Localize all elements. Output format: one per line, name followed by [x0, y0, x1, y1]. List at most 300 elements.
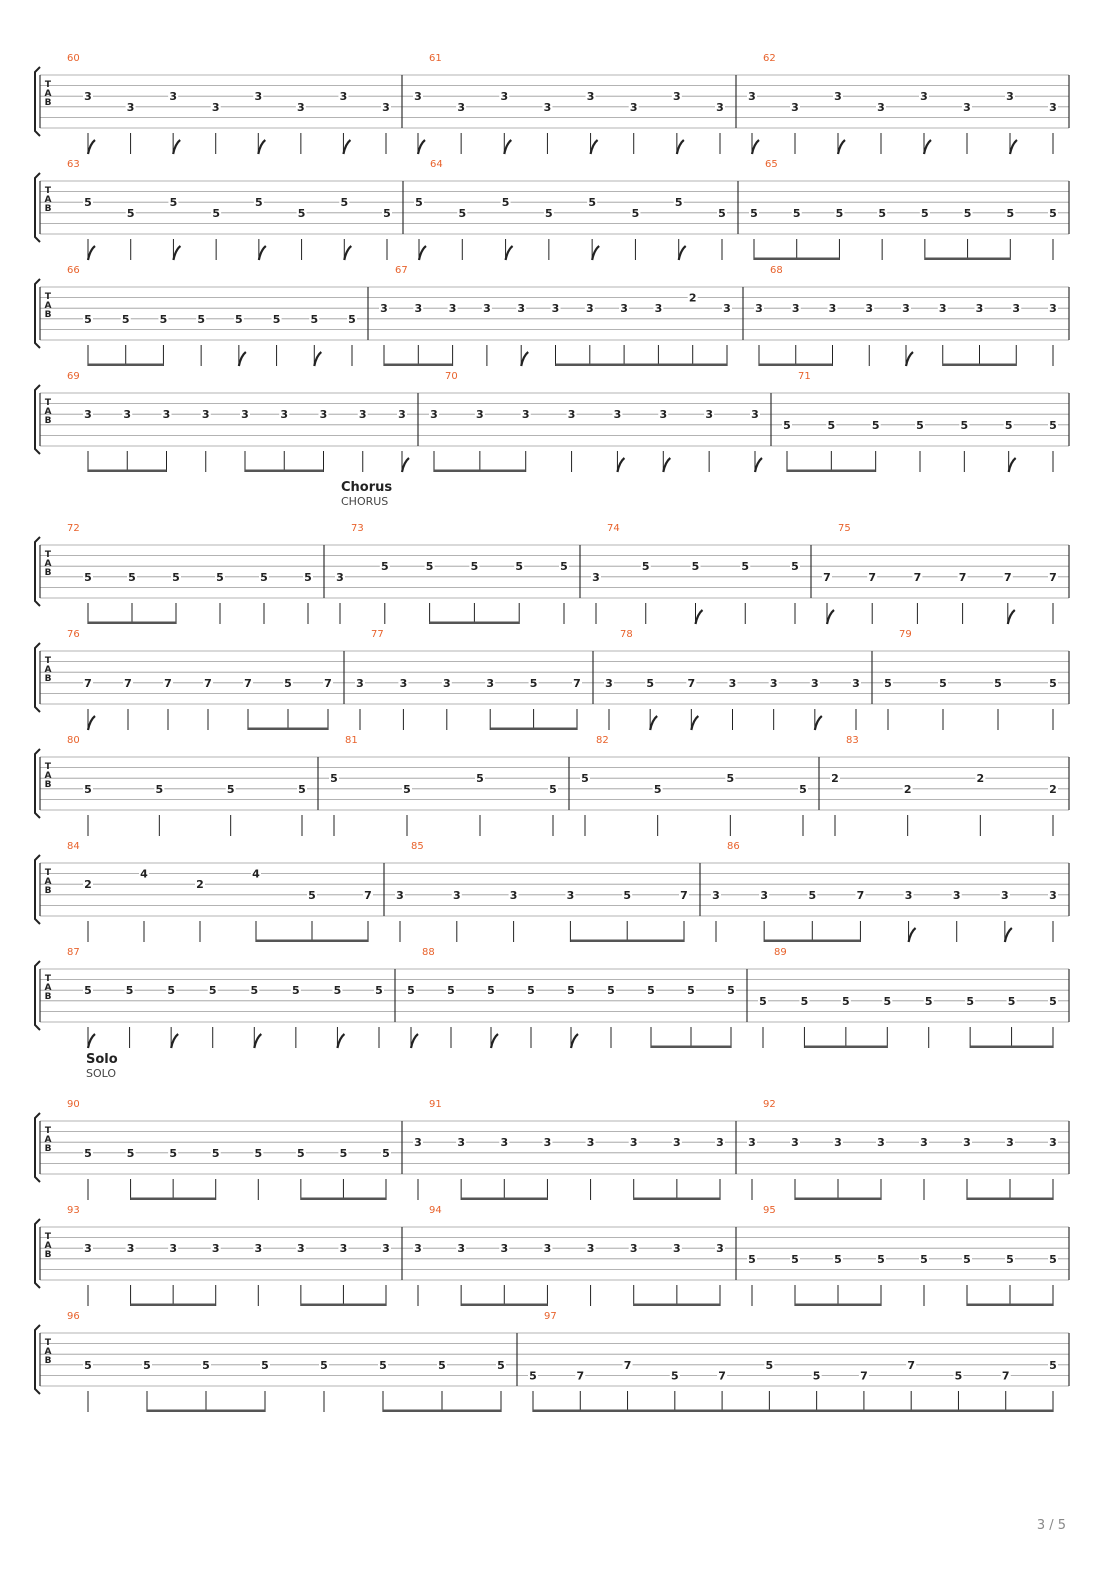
eighth-flag [88, 246, 95, 260]
section-title: Solo [86, 1052, 118, 1067]
fret-number: 3 [728, 676, 737, 690]
fret-number: 3 [457, 1242, 465, 1256]
fret-number: 5 [407, 984, 415, 998]
fret-number: 5 [877, 1252, 885, 1266]
measure-number: 86 [727, 841, 740, 852]
fret-number: 5 [382, 1146, 390, 1160]
fret-number: 3 [84, 408, 92, 422]
fret-number: 5 [339, 1146, 348, 1160]
fret-number: 7 [823, 570, 831, 584]
measure-number: 93 [67, 1205, 80, 1216]
fret-number: 5 [527, 984, 535, 998]
eighth-flag [337, 1034, 344, 1048]
fret-number: 3 [280, 408, 289, 422]
fret-number: 2 [831, 772, 839, 786]
measure-number: 82 [596, 735, 609, 746]
fret-number: 3 [586, 90, 595, 104]
fret-number: 5 [310, 312, 319, 326]
eighth-flag [755, 458, 762, 472]
tab-clef-letter: B [44, 992, 52, 1003]
fret-number: 3 [1001, 888, 1009, 902]
measure-number: 74 [607, 523, 620, 534]
fret-number: 3 [339, 90, 348, 104]
fret-number: 5 [835, 206, 844, 220]
fret-number: 3 [748, 1136, 756, 1150]
tab-clef-letter: A [44, 559, 52, 570]
eighth-flag [504, 140, 511, 154]
eighth-flag [1009, 458, 1016, 472]
tab-system [35, 841, 1069, 942]
fret-number: 3 [952, 888, 961, 902]
fret-number: 7 [164, 676, 172, 690]
beam [787, 470, 876, 473]
eighth-flag [314, 352, 321, 366]
fret-number: 5 [304, 570, 312, 584]
tab-clef-letter: A [44, 301, 52, 312]
eighth-flag [239, 352, 246, 366]
fret-number: 7 [324, 676, 332, 690]
eighth-flag [88, 716, 95, 730]
measure-number: 66 [67, 265, 80, 276]
fret-number: 5 [560, 560, 568, 574]
fret-number: 3 [716, 1242, 724, 1256]
fret-number: 5 [84, 312, 92, 326]
fret-number: 5 [954, 1369, 963, 1383]
fret-number: 3 [659, 408, 668, 422]
fret-number: 5 [916, 418, 924, 432]
beam [795, 1304, 881, 1307]
fret-number: 3 [904, 888, 913, 902]
fret-number: 3 [297, 100, 305, 114]
tab-clef-letter: T [44, 762, 52, 773]
fret-number: 5 [330, 772, 338, 786]
tab-clef-letter: B [44, 204, 52, 215]
fret-number: 5 [155, 782, 164, 796]
fret-number: 7 [913, 570, 922, 584]
system-bracket [35, 1113, 40, 1182]
fret-number: 7 [687, 676, 696, 690]
fret-number: 5 [169, 196, 178, 210]
fret-number: 2 [903, 782, 912, 796]
fret-number: 5 [121, 312, 130, 326]
fret-number: 3 [430, 408, 438, 422]
tab-clef-letter: A [44, 195, 52, 206]
fret-number: 5 [827, 418, 836, 432]
fret-number: 7 [1001, 1369, 1010, 1383]
tab-clef-letter: A [44, 1241, 52, 1252]
fret-number: 5 [878, 206, 886, 220]
beam [147, 1410, 265, 1413]
tab-clef-letter: B [44, 780, 52, 791]
tab-clef-letter: B [44, 674, 52, 685]
fret-number: 3 [629, 1136, 638, 1150]
fret-number: 3 [629, 1242, 638, 1256]
eighth-flag [591, 140, 598, 154]
fret-number: 5 [1049, 206, 1057, 220]
system-bracket [35, 749, 40, 818]
fret-number: 3 [336, 570, 344, 584]
fret-number: 5 [84, 1358, 92, 1372]
fret-number: 5 [765, 1358, 774, 1372]
fret-number: 5 [333, 984, 342, 998]
measure-number: 94 [429, 1205, 442, 1216]
tab-clef-letter: B [44, 98, 52, 109]
tab-clef-letter: A [44, 771, 52, 782]
fret-number: 7 [1003, 570, 1012, 584]
fret-number: 3 [551, 302, 560, 316]
fret-number: 3 [201, 408, 210, 422]
tab-clef-letter: T [44, 550, 52, 561]
fret-number: 5 [884, 676, 892, 690]
measure-number: 89 [774, 947, 787, 958]
fret-number: 3 [877, 1136, 885, 1150]
fret-number: 5 [812, 1369, 821, 1383]
beam [461, 1304, 547, 1307]
fret-number: 2 [688, 291, 697, 305]
system-bracket [35, 1325, 40, 1394]
fret-number: 3 [1012, 302, 1021, 316]
beam [970, 1046, 1053, 1049]
eighth-flag [419, 246, 426, 260]
eighth-flag [521, 352, 528, 366]
fret-number: 5 [476, 772, 484, 786]
fret-number: 5 [792, 206, 801, 220]
fret-number: 3 [673, 1136, 681, 1150]
fret-number: 7 [204, 676, 212, 690]
fret-number: 2 [84, 878, 92, 892]
eighth-flag [1010, 140, 1017, 154]
beam [804, 1046, 887, 1049]
section-subtitle: CHORUS [341, 495, 389, 508]
tab-clef-letter: B [44, 568, 52, 579]
eighth-flag [1005, 928, 1012, 942]
fret-number: 5 [718, 206, 726, 220]
fret-number: 5 [84, 196, 92, 210]
fret-number: 5 [447, 984, 455, 998]
tab-clef-letter: B [44, 310, 52, 321]
fret-number: 5 [670, 1369, 679, 1383]
fret-number: 5 [647, 984, 655, 998]
fret-number: 3 [566, 888, 575, 902]
fret-number: 3 [1006, 90, 1014, 104]
fret-number: 5 [842, 994, 850, 1008]
fret-number: 3 [211, 1242, 220, 1256]
fret-number: 3 [483, 302, 491, 316]
fret-number: 5 [963, 1252, 971, 1266]
fret-number: 5 [727, 984, 735, 998]
fret-number: 5 [235, 312, 243, 326]
fret-number: 3 [585, 302, 594, 316]
fret-number: 3 [398, 408, 406, 422]
fret-number: 5 [379, 1358, 387, 1372]
tab-clef-letter: A [44, 665, 52, 676]
eighth-flag [1008, 610, 1015, 624]
measure-number: 67 [395, 265, 408, 276]
eighth-flag [259, 246, 266, 260]
fret-number: 3 [517, 302, 526, 316]
fret-number: 3 [452, 888, 461, 902]
beam [301, 1198, 386, 1201]
fret-number: 5 [501, 196, 510, 210]
fret-number: 3 [592, 570, 600, 584]
eighth-flag [592, 246, 599, 260]
fret-number: 5 [1007, 994, 1016, 1008]
system-bracket [35, 173, 40, 242]
section-title: Chorus [341, 480, 393, 495]
beam [131, 1304, 216, 1307]
tab-clef-letter: T [44, 1126, 52, 1137]
fret-number: 3 [543, 1242, 552, 1256]
fret-number: 5 [125, 984, 134, 998]
fret-number: 4 [252, 867, 260, 881]
fret-number: 5 [292, 984, 300, 998]
system-bracket [35, 385, 40, 454]
fret-number: 5 [567, 984, 575, 998]
eighth-flag [815, 716, 822, 730]
fret-number: 5 [208, 984, 217, 998]
fret-number: 3 [1049, 888, 1057, 902]
fret-number: 5 [169, 1146, 177, 1160]
fret-number: 5 [497, 1358, 505, 1372]
fret-number: 3 [723, 302, 731, 316]
fret-number: 5 [261, 1358, 269, 1372]
fret-number: 5 [653, 782, 662, 796]
beam [764, 940, 860, 943]
fret-number: 5 [799, 782, 807, 796]
tab-system [35, 1099, 1069, 1200]
fret-number: 5 [375, 984, 383, 998]
page-number: 3 / 5 [1036, 1518, 1066, 1533]
fret-number: 5 [1049, 1358, 1057, 1372]
measure-number: 70 [445, 371, 458, 382]
fret-number: 3 [920, 1136, 928, 1150]
eighth-flag [691, 716, 698, 730]
fret-number: 3 [486, 676, 495, 690]
fret-number: 5 [641, 560, 650, 574]
fret-number: 3 [399, 676, 408, 690]
section-subtitle: SOLO [86, 1067, 117, 1080]
fret-number: 3 [500, 1136, 509, 1150]
fret-number: 5 [202, 1358, 210, 1372]
fret-number: 5 [581, 772, 589, 786]
measure-number: 87 [67, 947, 80, 958]
fret-number: 7 [573, 676, 581, 690]
eighth-flag [827, 610, 834, 624]
fret-number: 5 [1049, 994, 1057, 1008]
measure-number: 61 [429, 53, 442, 64]
fret-number: 5 [255, 196, 263, 210]
fret-number: 3 [414, 90, 422, 104]
measure-number: 63 [67, 159, 80, 170]
eighth-flag [506, 246, 513, 260]
beam [570, 940, 684, 943]
fret-number: 3 [877, 100, 885, 114]
beam [943, 364, 1017, 367]
fret-number: 3 [755, 302, 763, 316]
fret-number: 3 [629, 100, 638, 114]
eighth-flag [663, 458, 670, 472]
measure-number: 71 [798, 371, 811, 382]
fret-number: 5 [126, 1146, 135, 1160]
fret-number: 3 [716, 1136, 724, 1150]
tab-clef-letter: A [44, 983, 52, 994]
fret-number: 3 [716, 100, 724, 114]
fret-number: 3 [126, 1242, 135, 1256]
fret-number: 5 [883, 994, 892, 1008]
fret-number: 5 [691, 560, 700, 574]
measure-number: 72 [67, 523, 80, 534]
measure-number: 76 [67, 629, 80, 640]
fret-number: 5 [226, 782, 235, 796]
fret-number: 3 [920, 90, 928, 104]
beam [301, 1304, 386, 1307]
fret-number: 3 [476, 408, 484, 422]
measure-number: 96 [67, 1311, 80, 1322]
fret-number: 5 [939, 676, 947, 690]
tab-clef-letter: A [44, 877, 52, 888]
fret-number: 5 [297, 1146, 305, 1160]
tab-system [35, 53, 1069, 154]
fret-number: 5 [1049, 1252, 1057, 1266]
measure-number: 88 [422, 947, 435, 958]
fret-number: 3 [396, 888, 404, 902]
tab-system [35, 1311, 1069, 1412]
fret-number: 4 [140, 867, 148, 881]
tab-clef-letter: T [44, 1232, 52, 1243]
eighth-flag [411, 1034, 418, 1048]
fret-number: 7 [907, 1358, 916, 1372]
fret-number: 7 [856, 888, 865, 902]
fret-number: 5 [84, 984, 92, 998]
eighth-flag [906, 352, 913, 366]
eighth-flag [258, 140, 265, 154]
tab-clef-letter: T [44, 1338, 52, 1349]
fret-number: 7 [84, 676, 92, 690]
fret-number: 5 [128, 570, 136, 584]
fret-number: 5 [250, 984, 259, 998]
system-bracket [35, 1219, 40, 1288]
fret-number: 3 [126, 100, 135, 114]
eighth-flag [571, 1034, 578, 1048]
measure-number: 62 [763, 53, 776, 64]
tab-system [35, 1205, 1069, 1306]
tab-system [35, 159, 1069, 260]
fret-number: 5 [921, 206, 929, 220]
fret-number: 5 [994, 676, 1002, 690]
beam [651, 1046, 731, 1049]
fret-number: 3 [382, 1242, 390, 1256]
fret-number: 3 [828, 302, 837, 316]
fret-number: 3 [865, 302, 874, 316]
beam [967, 1198, 1053, 1201]
tab-clef-letter: T [44, 974, 52, 985]
fret-number: 3 [297, 1242, 305, 1256]
measure-number: 90 [67, 1099, 80, 1110]
beam [88, 364, 163, 367]
fret-number: 3 [414, 302, 423, 316]
fret-number: 3 [169, 1242, 177, 1256]
fret-number: 5 [84, 1146, 92, 1160]
fret-number: 3 [543, 1136, 552, 1150]
fret-number: 3 [1049, 100, 1057, 114]
fret-number: 3 [162, 408, 171, 422]
beam [383, 1410, 501, 1413]
fret-number: 5 [458, 206, 467, 220]
tab-clef-letter: A [44, 407, 52, 418]
fret-number: 3 [760, 888, 768, 902]
fret-number: 3 [442, 676, 451, 690]
measure-number: 77 [371, 629, 384, 640]
tab-clef-letter: B [44, 1250, 52, 1261]
measure-number: 92 [763, 1099, 776, 1110]
fret-number: 3 [521, 408, 530, 422]
beam [533, 1410, 1053, 1413]
system-bracket [35, 67, 40, 136]
eighth-flag [696, 610, 703, 624]
tab-system [35, 371, 1069, 472]
tab-clef-letter: B [44, 416, 52, 427]
fret-number: 5 [383, 206, 391, 220]
measure-number: 64 [430, 159, 443, 170]
fret-number: 3 [834, 1136, 842, 1150]
tab-clef-letter: A [44, 89, 52, 100]
tab-system [35, 265, 1069, 366]
system-bracket [35, 537, 40, 606]
fret-number: 5 [791, 1252, 799, 1266]
fret-number: 3 [509, 888, 518, 902]
fret-number: 3 [123, 408, 132, 422]
fret-number: 3 [457, 1136, 465, 1150]
fret-number: 3 [356, 676, 364, 690]
fret-number: 5 [834, 1252, 842, 1266]
tab-system [35, 735, 1069, 836]
fret-number: 3 [84, 1242, 92, 1256]
fret-number: 5 [380, 560, 389, 574]
tab-clef-letter: B [44, 1144, 52, 1155]
tab-clef-letter: T [44, 292, 52, 303]
fret-number: 3 [975, 302, 984, 316]
tab-system [35, 523, 1069, 624]
fret-number: 3 [457, 100, 465, 114]
fret-number: 5 [1049, 418, 1057, 432]
measure-number: 78 [620, 629, 633, 640]
measure-number: 81 [345, 735, 358, 746]
fret-number: 3 [1049, 302, 1057, 316]
fret-number: 5 [515, 560, 524, 574]
fret-number: 5 [920, 1252, 928, 1266]
fret-number: 3 [339, 1242, 348, 1256]
fret-number: 3 [380, 302, 388, 316]
fret-number: 5 [403, 782, 411, 796]
measure-number: 85 [411, 841, 424, 852]
fret-number: 3 [712, 888, 720, 902]
eighth-flag [88, 140, 95, 154]
system-bracket [35, 643, 40, 712]
fret-number: 7 [680, 888, 688, 902]
fret-number: 3 [500, 1242, 509, 1256]
fret-number: 5 [549, 782, 557, 796]
fret-number: 5 [340, 196, 349, 210]
fret-number: 5 [687, 984, 695, 998]
fret-number: 7 [718, 1369, 726, 1383]
fret-number: 5 [631, 206, 640, 220]
fret-number: 3 [673, 90, 681, 104]
fret-number: 5 [254, 1146, 263, 1160]
measure-number: 84 [67, 841, 80, 852]
fret-number: 3 [586, 1242, 595, 1256]
fret-number: 5 [1004, 418, 1013, 432]
fret-number: 3 [613, 408, 622, 422]
